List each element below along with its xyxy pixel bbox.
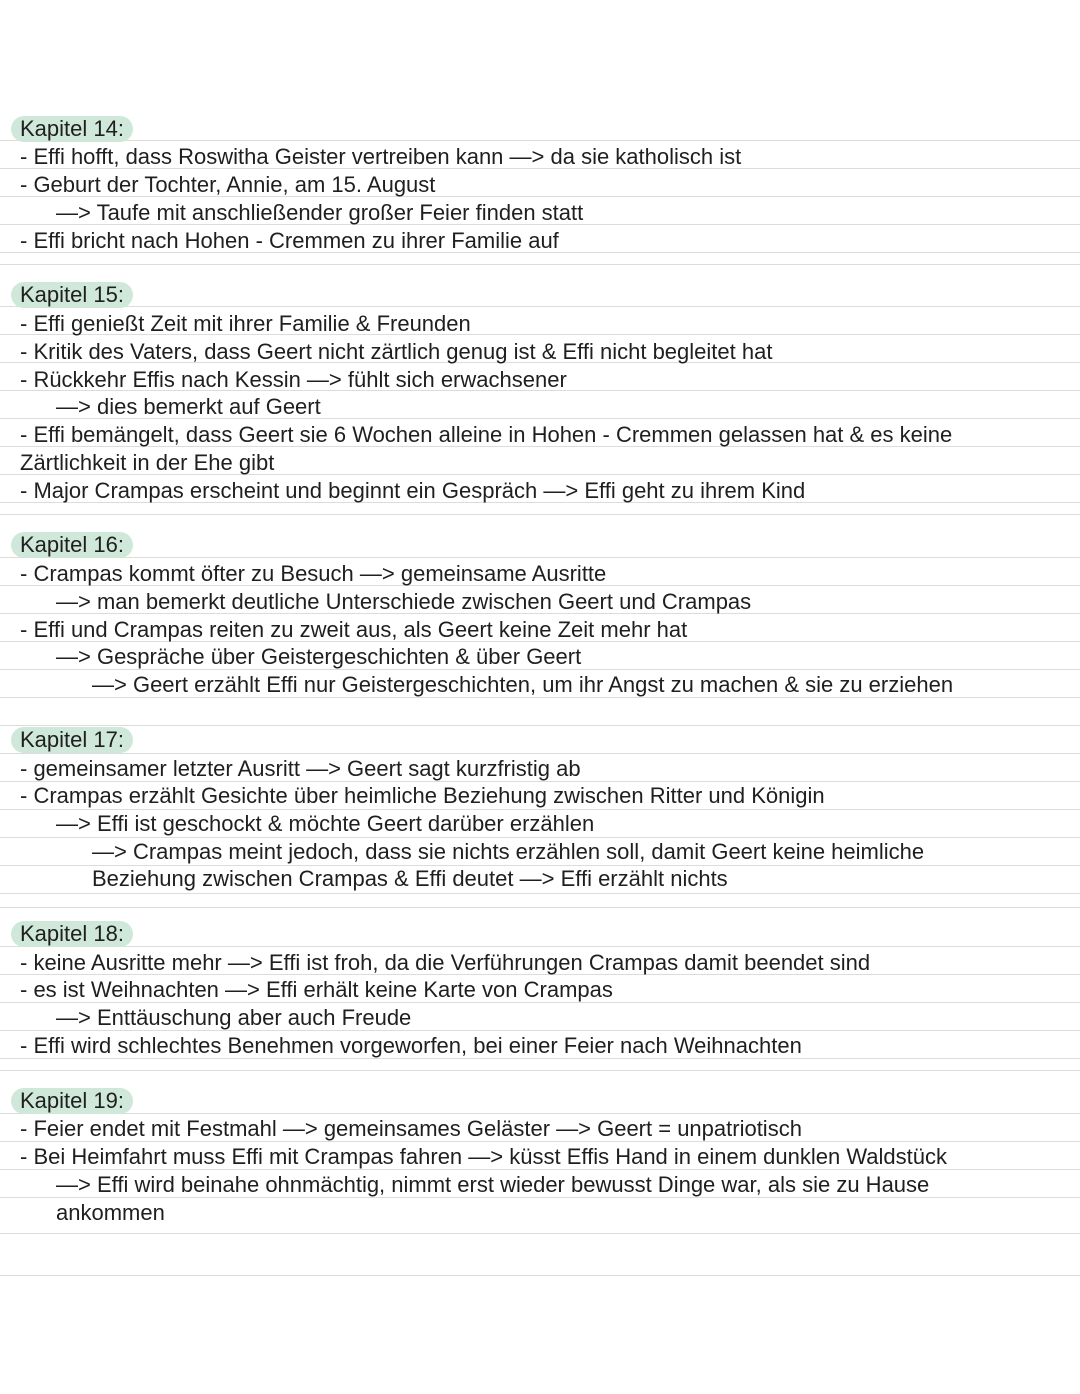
chapter-heading-16: Kapitel 16:	[11, 532, 133, 558]
note-line: ankommen	[56, 1200, 165, 1225]
ruled-line	[0, 893, 1080, 894]
note-line: - gemeinsamer letzter Ausritt —> Geert sagt kurzfristig ab	[20, 756, 581, 781]
ruled-line	[0, 514, 1080, 515]
ruled-line	[0, 1275, 1080, 1276]
ruled-line	[0, 1070, 1080, 1071]
note-line: —> dies bemerkt auf Geert	[56, 394, 321, 419]
chapter-heading-15: Kapitel 15:	[11, 282, 133, 308]
note-line: —> Effi wird beinahe ohnmächtig, nimmt erst wieder bewusst Dinge war, als sie zu Hause	[56, 1172, 930, 1197]
chapter-heading-19: Kapitel 19:	[11, 1088, 133, 1114]
note-line: - Kritik des Vaters, dass Geert nicht zärtlich genug ist & Effi nicht begleitet hat	[20, 339, 773, 364]
note-line: - Effi bricht nach Hohen - Cremmen zu ihrer Familie auf	[20, 228, 559, 253]
note-line: - Rückkehr Effis nach Kessin —> fühlt sich erwachsener	[20, 367, 567, 392]
ruled-line	[0, 264, 1080, 265]
note-line: - keine Ausritte mehr —> Effi ist froh, da die Verführungen Crampas damit beendet sind	[20, 950, 871, 975]
note-line: —> Effi ist geschockt & möchte Geert darüber erzählen	[56, 811, 595, 836]
ruled-line	[0, 557, 1080, 558]
note-line: Zärtlichkeit in der Ehe gibt	[20, 450, 275, 475]
note-line: - Feier endet mit Festmahl —> gemeinsames Geläster —> Geert = unpatriotisch	[20, 1116, 802, 1141]
note-line: - Effi genießt Zeit mit ihrer Familie & Freunden	[20, 311, 471, 336]
note-line: - Effi hofft, dass Roswitha Geister vertreiben kann —> da sie katholisch ist	[20, 144, 742, 169]
ruled-line	[0, 753, 1080, 754]
chapter-heading-17: Kapitel 17:	[11, 727, 133, 753]
ruled-line	[0, 1113, 1080, 1114]
note-line: - Effi wird schlechtes Benehmen vorgeworfen, bei einer Feier nach Weihnachten	[20, 1033, 802, 1058]
chapter-heading-18: Kapitel 18:	[11, 921, 133, 947]
note-line: —> Crampas meint jedoch, dass sie nichts erzählen soll, damit Geert keine heimliche	[92, 839, 925, 864]
ruled-line	[0, 946, 1080, 947]
note-line: - Crampas erzählt Gesichte über heimliche Beziehung zwischen Ritter und Königin	[20, 783, 825, 808]
note-line: —> Taufe mit anschließender großer Feier finden statt	[56, 200, 584, 225]
note-line: —> Geert erzählt Effi nur Geistergeschichten, um ihr Angst zu machen & sie zu erziehen	[92, 672, 954, 697]
note-line: - Effi und Crampas reiten zu zweit aus, als Geert keine Zeit mehr hat	[20, 617, 688, 642]
note-line: - Crampas kommt öfter zu Besuch —> gemeinsame Ausritte	[20, 561, 607, 586]
ruled-line	[0, 306, 1080, 307]
note-line: - Bei Heimfahrt muss Effi mit Crampas fahren —> küsst Effis Hand in einem dunklen Waldstück	[20, 1144, 948, 1169]
note-line: - es ist Weihnachten —> Effi erhält keine Karte von Crampas	[20, 977, 613, 1002]
note-line: - Geburt der Tochter, Annie, am 15. August	[20, 172, 436, 197]
note-line: —> man bemerkt deutliche Unterschiede zwischen Geert und Crampas	[56, 589, 752, 614]
note-line: - Major Crampas erscheint und beginnt ein Gespräch —> Effi geht zu ihrem Kind	[20, 478, 806, 503]
ruled-line	[0, 140, 1080, 141]
ruled-line	[0, 1233, 1080, 1234]
note-line: —> Gespräche über Geistergeschichten & über Geert	[56, 644, 582, 669]
ruled-line	[0, 725, 1080, 726]
note-line: - Effi bemängelt, dass Geert sie 6 Wochen alleine in Hohen - Cremmen gelassen hat & es keine	[20, 422, 953, 447]
note-line: —> Enttäuschung aber auch Freude	[56, 1005, 412, 1030]
chapter-heading-14: Kapitel 14:	[11, 116, 133, 142]
ruled-line	[0, 907, 1080, 908]
note-line: Beziehung zwischen Crampas & Effi deutet —> Effi erzählt nichts	[92, 866, 728, 891]
